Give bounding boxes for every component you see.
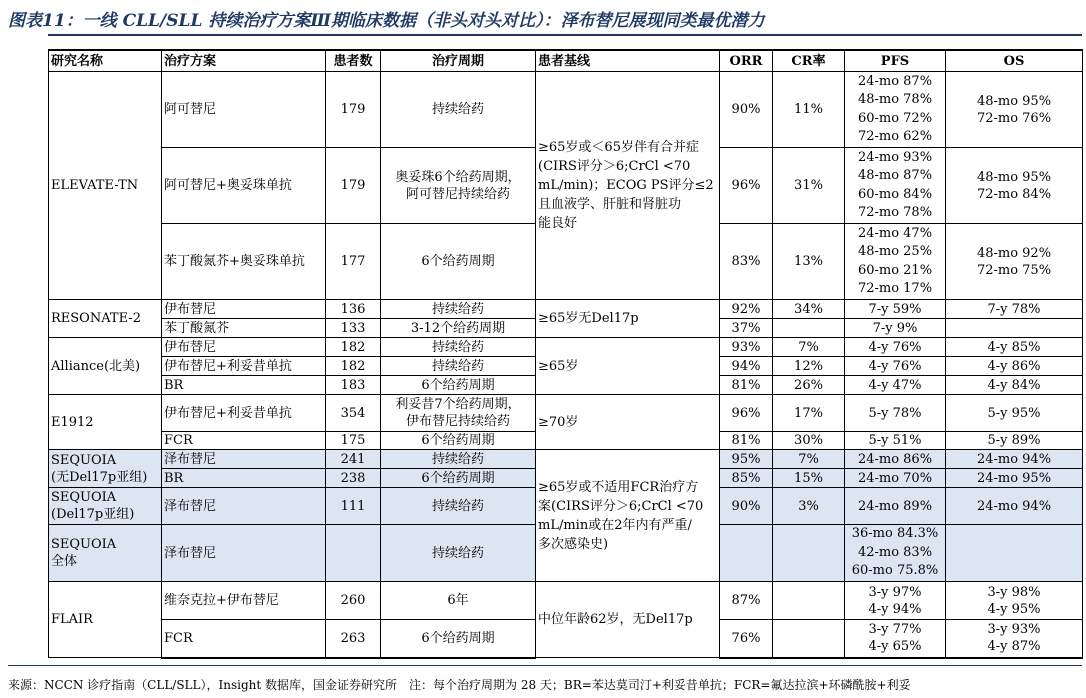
baseline-cell: ≥65岁或不适用FCR治疗方 案(CIRS评分＞6;CrCl <70 mL/min或在2年内有严重/ 多次感染史) <box>536 450 720 582</box>
cr-cell: 34% <box>773 300 845 319</box>
cycle-cell: 6年 <box>381 582 536 620</box>
os-cell: 3-y 93% 4-y 87% <box>946 620 1083 658</box>
orr-cell: 83% <box>720 224 773 300</box>
pfs-cell: 3-y 77% 4-y 65% <box>845 620 946 658</box>
cycle-cell: 持续给药 <box>381 338 536 357</box>
baseline-cell: ≥65岁或＜65岁伴有合并症 (CIRS评分＞6;CrCl <70 mL/min)；ECOG PS评分≤2 且血液学、肝脏和肾脏功 能良好 <box>536 72 720 300</box>
header-regimen: 治疗方案 <box>162 50 326 72</box>
cycle-cell: 持续给药 <box>381 300 536 319</box>
os-cell <box>946 319 1083 338</box>
cr-cell: 31% <box>773 148 845 224</box>
cr-cell <box>773 319 845 338</box>
table-row <box>49 582 1083 620</box>
regimen-cell: 阿可替尼 <box>162 72 326 148</box>
cr-cell: 13% <box>773 224 845 300</box>
os-cell: 3-y 98% 4-y 95% <box>946 582 1083 620</box>
regimen-cell: BR <box>162 376 326 395</box>
patients-cell: 175 <box>326 432 381 450</box>
regimen-cell: 伊布替尼+利妥昔单抗 <box>162 357 326 376</box>
regimen-cell: 阿可替尼+奥妥珠单抗 <box>162 148 326 224</box>
regimen-cell: 伊布替尼 <box>162 338 326 357</box>
cr-cell: 17% <box>773 395 845 432</box>
orr-cell: 87% <box>720 582 773 620</box>
study-name: RESONATE-2 <box>49 300 162 338</box>
regimen-cell: 伊布替尼+利妥昔单抗 <box>162 395 326 432</box>
os-cell <box>946 525 1083 582</box>
regimen-cell: 苯丁酸氮芥+奥妥珠单抗 <box>162 224 326 300</box>
study-name: ELEVATE-TN <box>49 72 162 300</box>
orr-cell: 94% <box>720 357 773 376</box>
pfs-cell: 24-mo 47% 48-mo 25% 60-mo 21% 72-mo 17% <box>845 224 946 300</box>
cr-cell <box>773 525 845 582</box>
pfs-cell: 24-mo 87% 48-mo 78% 60-mo 72% 72-mo 62% <box>845 72 946 148</box>
os-cell: 5-y 95% <box>946 395 1083 432</box>
pfs-cell: 5-y 78% <box>845 395 946 432</box>
regimen-cell: 维奈克拉+伊布替尼 <box>162 582 326 620</box>
orr-cell <box>720 525 773 582</box>
os-cell: 24-mo 95% <box>946 469 1083 488</box>
pfs-cell: 7-y 59% <box>845 300 946 319</box>
clinical-data-table <box>48 49 1083 659</box>
pfs-cell: 24-mo 93% 48-mo 87% 60-mo 84% 72-mo 78% <box>845 148 946 224</box>
patients-cell: 179 <box>326 72 381 148</box>
table-row <box>49 450 1083 469</box>
header-pfs: PFS <box>845 50 946 72</box>
regimen-cell: 伊布替尼 <box>162 300 326 319</box>
study-name: FLAIR <box>49 582 162 658</box>
os-cell: 5-y 89% <box>946 432 1083 450</box>
baseline-cell: 中位年龄62岁，无Del17p <box>536 582 720 658</box>
header-study: 研究名称 <box>49 50 162 72</box>
cycle-cell: 奥妥珠6个给药周期， 阿可替尼持续给药 <box>381 148 536 224</box>
baseline-cell: ≥70岁 <box>536 395 720 450</box>
patients-cell: 133 <box>326 319 381 338</box>
header-cycle: 治疗周期 <box>381 50 536 72</box>
patients-cell: 182 <box>326 357 381 376</box>
patients-cell <box>326 525 381 582</box>
orr-cell: 85% <box>720 469 773 488</box>
patients-cell: 183 <box>326 376 381 395</box>
baseline-cell: ≥65岁 <box>536 338 720 395</box>
cr-cell: 3% <box>773 488 845 525</box>
cr-cell: 7% <box>773 450 845 469</box>
cr-cell <box>773 582 845 620</box>
header-patients: 患者数 <box>326 50 381 72</box>
orr-cell: 90% <box>720 488 773 525</box>
study-name: Alliance(北美) <box>49 338 162 395</box>
table-row <box>49 338 1083 357</box>
header-row <box>49 50 1083 72</box>
pfs-cell: 4-y 47% <box>845 376 946 395</box>
baseline-cell: ≥65岁无Del17p <box>536 300 720 338</box>
os-cell: 48-mo 95% 72-mo 84% <box>946 148 1083 224</box>
pfs-cell: 24-mo 89% <box>845 488 946 525</box>
orr-cell: 90% <box>720 72 773 148</box>
cycle-cell: 6个给药周期 <box>381 432 536 450</box>
study-name: SEQUOIA (无Del17p亚组) <box>49 450 162 488</box>
os-cell: 24-mo 94% <box>946 488 1083 525</box>
cycle-cell: 6个给药周期 <box>381 469 536 488</box>
figure-title: 图表11：一线 CLL/SLL 持续治疗方案Ⅲ期临床数据（非头对头对比）：泽布替尼展现同类最优潜力 <box>8 11 765 31</box>
orr-cell: 96% <box>720 148 773 224</box>
cycle-cell: 利妥昔7个给药周期， 伊布替尼持续给药 <box>381 395 536 432</box>
cycle-cell: 持续给药 <box>381 72 536 148</box>
regimen-cell: 苯丁酸氮芥 <box>162 319 326 338</box>
patients-cell: 241 <box>326 450 381 469</box>
cycle-cell: 持续给药 <box>381 488 536 525</box>
orr-cell: 81% <box>720 432 773 450</box>
regimen-cell: BR <box>162 469 326 488</box>
pfs-cell: 7-y 9% <box>845 319 946 338</box>
pfs-cell: 24-mo 86% <box>845 450 946 469</box>
study-name: E1912 <box>49 395 162 450</box>
title-divider <box>48 34 1082 36</box>
cycle-cell: 持续给药 <box>381 357 536 376</box>
header-baseline: 患者基线 <box>536 50 720 72</box>
orr-cell: 76% <box>720 620 773 658</box>
pfs-cell: 24-mo 70% <box>845 469 946 488</box>
regimen-cell: 泽布替尼 <box>162 488 326 525</box>
regimen-cell: FCR <box>162 620 326 658</box>
cr-cell: 11% <box>773 72 845 148</box>
header-orr: ORR <box>720 50 773 72</box>
os-cell: 7-y 78% <box>946 300 1083 319</box>
pfs-cell: 36-mo 84.3% 42-mo 83% 60-mo 75.8% <box>845 525 946 582</box>
pfs-cell: 5-y 51% <box>845 432 946 450</box>
patients-cell: 136 <box>326 300 381 319</box>
table-row <box>49 300 1083 319</box>
cr-cell: 12% <box>773 357 845 376</box>
cycle-cell: 3-12个给药周期 <box>381 319 536 338</box>
header-cr: CR率 <box>773 50 845 72</box>
pfs-cell: 3-y 97% 4-y 94% <box>845 582 946 620</box>
patients-cell: 238 <box>326 469 381 488</box>
cycle-cell: 6个给药周期 <box>381 224 536 300</box>
cycle-cell: 6个给药周期 <box>381 620 536 658</box>
patients-cell: 182 <box>326 338 381 357</box>
patients-cell: 177 <box>326 224 381 300</box>
cr-cell: 15% <box>773 469 845 488</box>
os-cell: 4-y 85% <box>946 338 1083 357</box>
patients-cell: 354 <box>326 395 381 432</box>
patients-cell: 111 <box>326 488 381 525</box>
patients-cell: 263 <box>326 620 381 658</box>
source-note: 来源：NCCN 诊疗指南（CLL/SLL），Insight 数据库，国金证券研究所 注：每个治疗周期为 28 天；BR=苯达莫司汀+利妥昔单抗；FCR=氟达拉滨+环磷酰胺+利妥 <box>8 678 911 692</box>
table-row <box>49 72 1083 148</box>
cycle-cell: 持续给药 <box>381 525 536 582</box>
pfs-cell: 4-y 76% <box>845 338 946 357</box>
study-name: SEQUOIA 全体 <box>49 525 162 582</box>
cr-cell: 7% <box>773 338 845 357</box>
os-cell: 4-y 84% <box>946 376 1083 395</box>
cycle-cell: 持续给药 <box>381 450 536 469</box>
orr-cell: 92% <box>720 300 773 319</box>
study-name: SEQUOIA (Del17p亚组) <box>49 488 162 525</box>
regimen-cell: 泽布替尼 <box>162 525 326 582</box>
os-cell: 48-mo 95% 72-mo 76% <box>946 72 1083 148</box>
regimen-cell: 泽布替尼 <box>162 450 326 469</box>
patients-cell: 260 <box>326 582 381 620</box>
orr-cell: 95% <box>720 450 773 469</box>
cr-cell: 26% <box>773 376 845 395</box>
cr-cell: 30% <box>773 432 845 450</box>
header-os: OS <box>946 50 1083 72</box>
orr-cell: 37% <box>720 319 773 338</box>
pfs-cell: 4-y 76% <box>845 357 946 376</box>
os-cell: 48-mo 92% 72-mo 75% <box>946 224 1083 300</box>
patients-cell: 179 <box>326 148 381 224</box>
os-cell: 24-mo 94% <box>946 450 1083 469</box>
orr-cell: 93% <box>720 338 773 357</box>
table-row <box>49 395 1083 432</box>
footer-divider <box>8 665 1082 666</box>
orr-cell: 96% <box>720 395 773 432</box>
cr-cell <box>773 620 845 658</box>
regimen-cell: FCR <box>162 432 326 450</box>
os-cell: 4-y 86% <box>946 357 1083 376</box>
orr-cell: 81% <box>720 376 773 395</box>
cycle-cell: 6个给药周期 <box>381 376 536 395</box>
